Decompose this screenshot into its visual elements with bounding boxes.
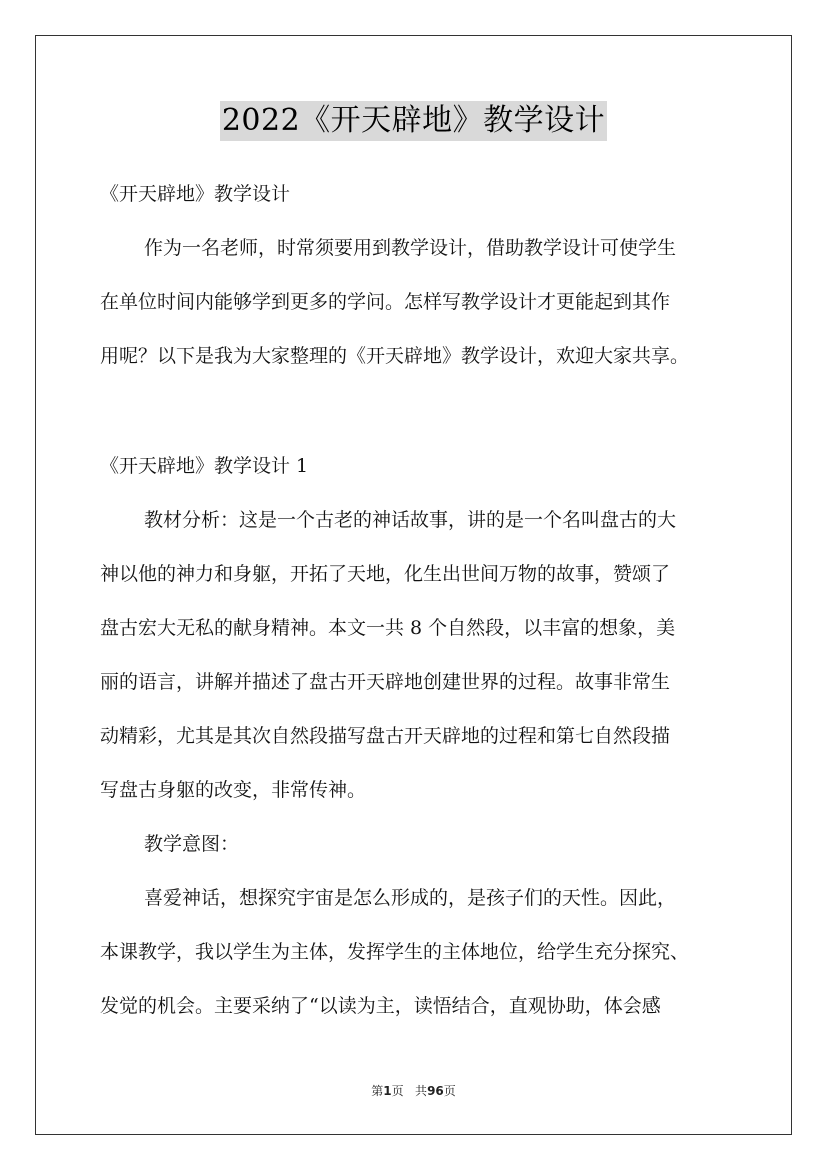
section-heading: 《开天辟地》教学设计 1 <box>100 455 309 477</box>
analysis-line-6: 写盘古身躯的改变，非常传神。 <box>100 779 367 801</box>
footer-total-pages: 96 <box>427 1084 444 1098</box>
footer-total-prefix: 共 <box>415 1084 428 1098</box>
intent-line-3: 发觉的机会。主要采纳了“以读为主，读悟结合，直观协助，体会感 <box>100 995 661 1017</box>
document-subtitle: 《开天辟地》教学设计 <box>100 183 291 205</box>
intent-heading: 教学意图： <box>144 833 240 855</box>
footer-total-suffix: 页 <box>443 1084 456 1098</box>
intro-line-3: 用呢？以下是我为大家整理的《开天辟地》教学设计，欢迎大家共享。 <box>100 345 690 367</box>
footer-page-prefix: 第 <box>371 1084 384 1098</box>
analysis-line-1: 教材分析：这是一个古老的神话故事，讲的是一个名叫盘古的大 <box>144 509 677 531</box>
document-title: 2022《开天辟地》教学设计 <box>220 101 607 141</box>
analysis-line-3: 盘古宏大无私的献身精神。本文一共 8 个自然段，以丰富的想象，美 <box>100 617 676 639</box>
title-container <box>0 101 827 141</box>
intent-line-2: 本课教学，我以学生为主体，发挥学生的主体地位，给学生充分探究、 <box>100 941 690 963</box>
intro-line-1: 作为一名老师，时常须要用到教学设计，借助教学设计可使学生 <box>144 237 677 259</box>
page-footer <box>0 1082 827 1099</box>
intent-line-1: 喜爱神话，想探究宇宙是怎么形成的，是孩子们的天性。因此， <box>144 887 677 909</box>
analysis-line-5: 动精彩，尤其是其次自然段描写盘古开天辟地的过程和第七自然段描 <box>100 725 671 747</box>
analysis-line-4: 丽的语言，讲解并描述了盘古开天辟地创建世界的过程。故事非常生 <box>100 671 671 693</box>
analysis-line-2: 神以他的神力和身躯，开拓了天地，化生出世间万物的故事，赞颂了 <box>100 563 671 585</box>
footer-page-suffix: 页 <box>391 1084 404 1098</box>
intro-line-2: 在单位时间内能够学到更多的学问。怎样写教学设计才更能起到其作 <box>100 291 671 313</box>
footer-page-number: 1 <box>383 1084 392 1098</box>
